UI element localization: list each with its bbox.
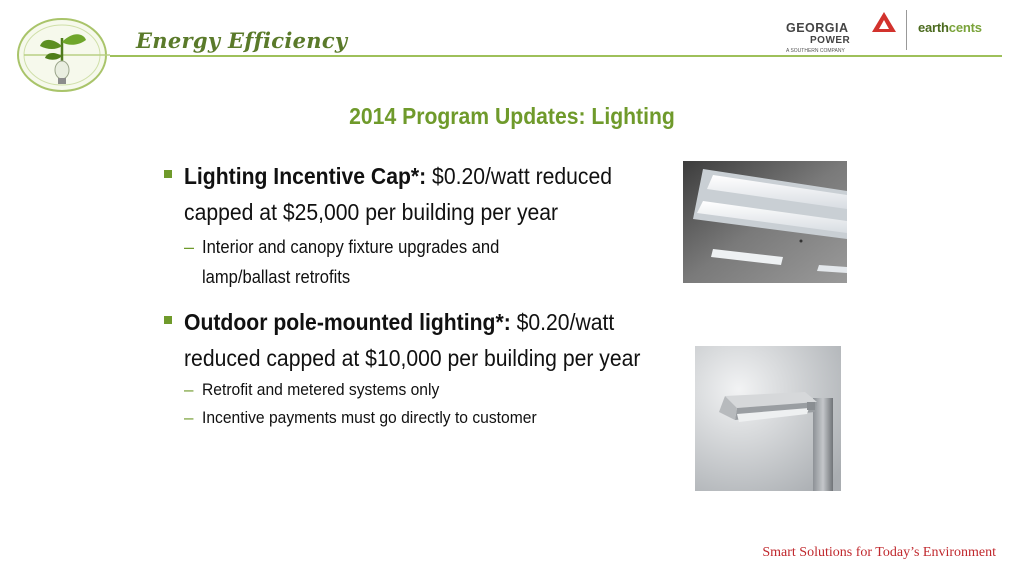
logo-text-georgia: GEORGIA xyxy=(786,21,849,35)
bullet-text: $0.20/watt reduced capped at $10,000 per building per year xyxy=(184,309,641,371)
logo-divider xyxy=(906,10,907,50)
square-bullet-icon xyxy=(164,316,172,324)
bullet-item xyxy=(162,158,662,230)
pole-light-fixture-photo xyxy=(695,346,841,491)
georgia-power-logo xyxy=(786,10,906,52)
ceiling-light-fixture-photo xyxy=(683,161,847,283)
bullet-text: $0.20/watt reduced capped at $25,000 per building per year xyxy=(184,163,613,225)
sub-bullet-item xyxy=(162,404,662,432)
bullet-heading: Outdoor pole-mounted lighting*: xyxy=(184,309,511,335)
bullet-item xyxy=(162,304,662,376)
sub-bullet-text: Incentive payments must go directly to customer xyxy=(202,408,537,427)
dash-bullet-icon: – xyxy=(184,380,194,399)
logo-text-southern: A SOUTHERN COMPANY xyxy=(786,48,845,54)
logo-text-power: POWER xyxy=(810,35,851,46)
dash-bullet-icon: – xyxy=(184,237,195,257)
brand-title: Energy Efficiency xyxy=(136,28,348,53)
sub-bullet-item xyxy=(162,376,662,404)
earthcents-text-earth: earth xyxy=(918,20,949,35)
energy-efficiency-logo-icon xyxy=(14,16,114,94)
square-bullet-icon xyxy=(164,170,172,178)
header-divider xyxy=(110,55,1002,57)
sub-bullet-text: Retrofit and metered systems only xyxy=(202,380,440,399)
earthcents-text-cents: cents xyxy=(948,20,982,35)
sub-bullet-item xyxy=(162,232,662,292)
earthcents-logo xyxy=(918,20,982,35)
georgia-power-triangle-icon xyxy=(872,12,896,32)
dash-bullet-icon: – xyxy=(184,408,194,427)
slide-title: 2014 Program Updates: Lighting xyxy=(349,103,675,129)
sub-bullet-text: Interior and canopy fixture upgrades and lamp/ballast retrofits xyxy=(202,237,500,287)
bullet-list xyxy=(162,158,662,432)
bullet-heading: Lighting Incentive Cap*: xyxy=(184,163,427,189)
footer-tagline: Smart Solutions for Today’s Environment xyxy=(762,545,996,560)
